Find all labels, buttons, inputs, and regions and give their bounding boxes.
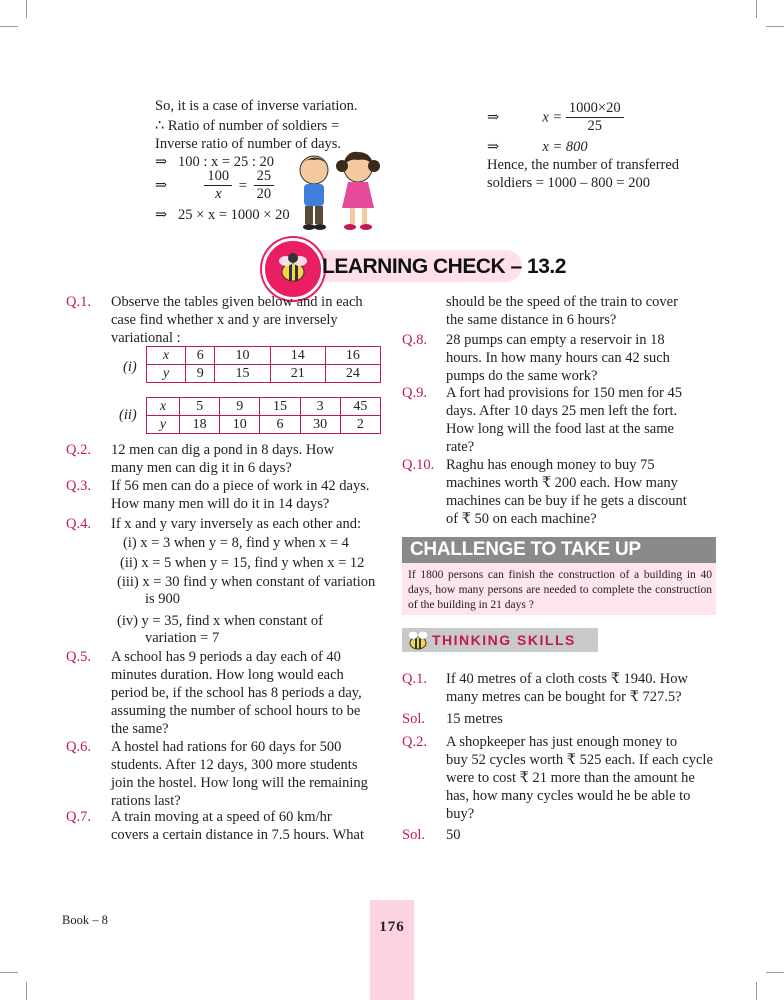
table-cell: y — [147, 365, 186, 383]
table-row — [147, 398, 381, 416]
ratio-equation: 100 : x = 25 : 20 — [178, 154, 275, 170]
question-text — [446, 733, 716, 823]
question-line: many metres can be bought for ₹ 727.5? — [446, 689, 682, 705]
learning-check-title: LEARNING CHECK – 13.2 — [322, 255, 566, 278]
question-line: A train moving at a speed of 60 km/hr — [111, 809, 332, 825]
question-line: assuming the number of school hours to be — [111, 703, 361, 719]
page-number-tab — [370, 900, 414, 1000]
question-subpart: variation = 7 — [145, 630, 220, 646]
table-cell: 18 — [180, 416, 220, 434]
children-illustration — [290, 150, 386, 236]
question-text — [446, 331, 716, 385]
table-cell: 2 — [340, 416, 380, 434]
solution-value: 50 — [446, 827, 461, 843]
question-number: Q.1. — [402, 671, 427, 687]
crop-mark — [756, 982, 757, 1000]
question-line: machines can be buy if he gets a discount — [446, 493, 687, 509]
thinking-skills-title: THINKING SKILLS — [432, 632, 576, 648]
question-number: Q.8. — [402, 332, 427, 348]
intro-right-fraction-line — [487, 100, 624, 135]
question-number: Q.2. — [402, 734, 427, 750]
table-cell: 45 — [340, 398, 380, 416]
question-line: Observe the tables given below and in each — [111, 294, 363, 310]
question-line: rate? — [446, 439, 475, 455]
solution-label: Sol. — [402, 827, 425, 843]
question-line: If 56 men can do a piece of work in 42 days. — [111, 478, 370, 494]
table-cell: 9 — [186, 365, 215, 383]
question-line: buy 52 cycles worth ₹ 525 each. If each cycle — [446, 752, 713, 768]
question-text — [111, 738, 381, 810]
question-line: has, how many cycles would he be able to — [446, 788, 691, 804]
crop-mark — [766, 972, 784, 973]
question-subpart: (iv) y = 35, find x when constant of — [117, 613, 323, 629]
challenge-text: If 1800 persons can finish the construction of a building in 40 days, how many persons are needed to complete the construction of the building in 21 days ? — [408, 569, 712, 611]
question-line: 28 pumps can empty a reservoir in 18 — [446, 332, 665, 348]
question-text — [111, 293, 381, 347]
implies-arrow: ⇒ — [155, 207, 168, 223]
crop-mark — [26, 982, 27, 1000]
table-cell: 15 — [260, 398, 300, 416]
question-line: How long will the food last at the same — [446, 421, 674, 437]
table-cell: 24 — [325, 365, 380, 383]
fraction-right — [254, 168, 275, 203]
crop-mark — [766, 26, 784, 27]
question-line: days. After 10 days 25 men left the fort. — [446, 403, 678, 419]
fraction-numerator: 100 — [204, 168, 232, 186]
question-subpart: (i) x = 3 when y = 8, find y when x = 4 — [123, 535, 349, 551]
question-text — [446, 670, 716, 706]
table-row — [147, 347, 381, 365]
variation-table-1 — [146, 346, 381, 383]
x-value: x = 800 — [542, 139, 588, 155]
crop-mark — [26, 0, 27, 18]
table-cell: 16 — [325, 347, 380, 365]
question-line: A shopkeeper has just enough money to — [446, 734, 678, 750]
table-label: (ii) — [119, 407, 137, 423]
table-cell: 6 — [186, 347, 215, 365]
table-cell: 14 — [270, 347, 325, 365]
question-number: Q.3. — [66, 478, 91, 494]
fraction-denominator: 25 — [587, 118, 602, 134]
implies-arrow: ⇒ — [487, 109, 500, 126]
question-line: hours. In how many hours can 42 such — [446, 350, 670, 366]
table-cell: 15 — [215, 365, 270, 383]
implies-arrow: ⇒ — [487, 139, 500, 155]
table-cell: 6 — [260, 416, 300, 434]
intro-right-line-3: Hence, the number of transferred — [487, 157, 680, 173]
bee-icon — [268, 244, 318, 294]
intro-fraction-line — [155, 168, 274, 203]
table-cell: x — [147, 347, 186, 365]
question-line: pumps do the same work? — [446, 368, 598, 384]
question-line: minutes duration. How long would each — [111, 667, 344, 683]
table-cell: 10 — [215, 347, 270, 365]
question-text — [111, 441, 381, 477]
solution-value: 15 metres — [446, 711, 503, 727]
question-subpart: (ii) x = 5 when y = 15, find y when x = 12 — [120, 555, 365, 571]
question-number: Q.7. — [66, 809, 91, 825]
table-cell: 5 — [180, 398, 220, 416]
question-text — [446, 293, 716, 329]
question-number: Q.2. — [66, 442, 91, 458]
table-cell: x — [147, 398, 180, 416]
table-cell: 10 — [220, 416, 260, 434]
question-line: covers a certain distance in 7.5 hours. What — [111, 827, 364, 843]
table-cell: 9 — [220, 398, 260, 416]
bee-icon — [404, 626, 432, 654]
question-line: the same distance in 6 hours? — [446, 312, 617, 328]
question-line: A hostel had rations for 60 days for 500 — [111, 739, 342, 755]
implies-arrow: ⇒ — [155, 177, 168, 194]
intro-line-3: Inverse ratio of number of days. — [155, 136, 342, 152]
table-cell: 21 — [270, 365, 325, 383]
question-line: period be, if the school has 8 periods a day, — [111, 685, 362, 701]
equals-sign: = — [238, 177, 247, 194]
fraction-denominator: 20 — [256, 186, 272, 202]
question-subpart: (iii) x = 30 find y when constant of variation — [117, 574, 376, 590]
question-line: case find whether x and y are inversely — [111, 312, 338, 328]
book-label: Book – 8 — [62, 913, 108, 927]
question-line: If 40 metres of a cloth costs ₹ 1940. How — [446, 671, 688, 687]
table-label: (i) — [123, 359, 137, 375]
question-line: Raghu has enough money to buy 75 — [446, 457, 655, 473]
crop-mark — [756, 0, 757, 18]
page-number: 176 — [379, 919, 405, 935]
question-text — [111, 477, 381, 513]
question-number: Q.10. — [402, 457, 435, 473]
question-line: A fort had provisions for 150 men for 45 — [446, 385, 682, 401]
implies-arrow: ⇒ — [155, 154, 168, 170]
intro-line-6 — [155, 206, 290, 224]
question-number: Q.6. — [66, 739, 91, 755]
question-text: If x and y vary inversely as each other and: — [111, 516, 362, 532]
question-line: should be the speed of the train to cover — [446, 294, 678, 310]
question-number: Q.5. — [66, 649, 91, 665]
question-number: Q.9. — [402, 385, 427, 401]
fraction-left — [204, 168, 232, 203]
solution-label: Sol. — [402, 711, 425, 727]
intro-right-line-2 — [487, 138, 588, 156]
product-equation: 25 × x = 1000 × 20 — [178, 207, 290, 223]
question-line: many men can dig it in 6 days? — [111, 460, 292, 476]
question-line: the same? — [111, 721, 169, 737]
question-line: rations last? — [111, 793, 181, 809]
question-line: students. After 12 days, 300 more students — [111, 757, 358, 773]
question-line: join the hostel. How long will the remaining — [111, 775, 368, 791]
question-text — [111, 808, 381, 844]
crop-mark — [0, 26, 18, 27]
fraction-right-side — [566, 100, 624, 135]
table-cell: 30 — [300, 416, 340, 434]
learning-check-badge — [262, 238, 324, 300]
table-cell: y — [147, 416, 180, 434]
question-line: buy? — [446, 806, 475, 822]
question-line: 12 men can dig a pond in 8 days. How — [111, 442, 335, 458]
question-line: variational : — [111, 330, 181, 346]
intro-line-2: ∴ Ratio of number of soldiers = — [155, 118, 340, 134]
table-cell: 3 — [300, 398, 340, 416]
question-text — [446, 384, 716, 456]
question-number: Q.1. — [66, 294, 91, 310]
table-row — [147, 416, 381, 434]
question-line: A school has 9 periods a day each of 40 — [111, 649, 341, 665]
intro-line-1: So, it is a case of inverse variation. — [155, 98, 358, 114]
variation-table-2 — [146, 397, 381, 434]
question-line: were to cost ₹ 21 more than the amount he — [446, 770, 695, 786]
question-text — [111, 648, 381, 738]
intro-right-line-4: soldiers = 1000 – 800 = 200 — [487, 175, 650, 191]
fraction-denominator: x — [215, 186, 222, 202]
question-line: machines worth ₹ 200 each. How many — [446, 475, 678, 491]
fraction-numerator: 1000×20 — [566, 100, 624, 118]
crop-mark — [0, 972, 18, 973]
question-line: of ₹ 50 on each machine? — [446, 511, 597, 527]
question-number: Q.4. — [66, 516, 91, 532]
fraction-numerator: 25 — [254, 168, 275, 186]
question-text — [446, 456, 716, 528]
challenge-title: CHALLENGE TO TAKE UP — [410, 539, 641, 560]
question-line: How many men will do it in 14 days? — [111, 496, 330, 512]
x-equals: x = — [542, 109, 563, 126]
table-row — [147, 365, 381, 383]
question-subpart: is 900 — [145, 591, 181, 607]
